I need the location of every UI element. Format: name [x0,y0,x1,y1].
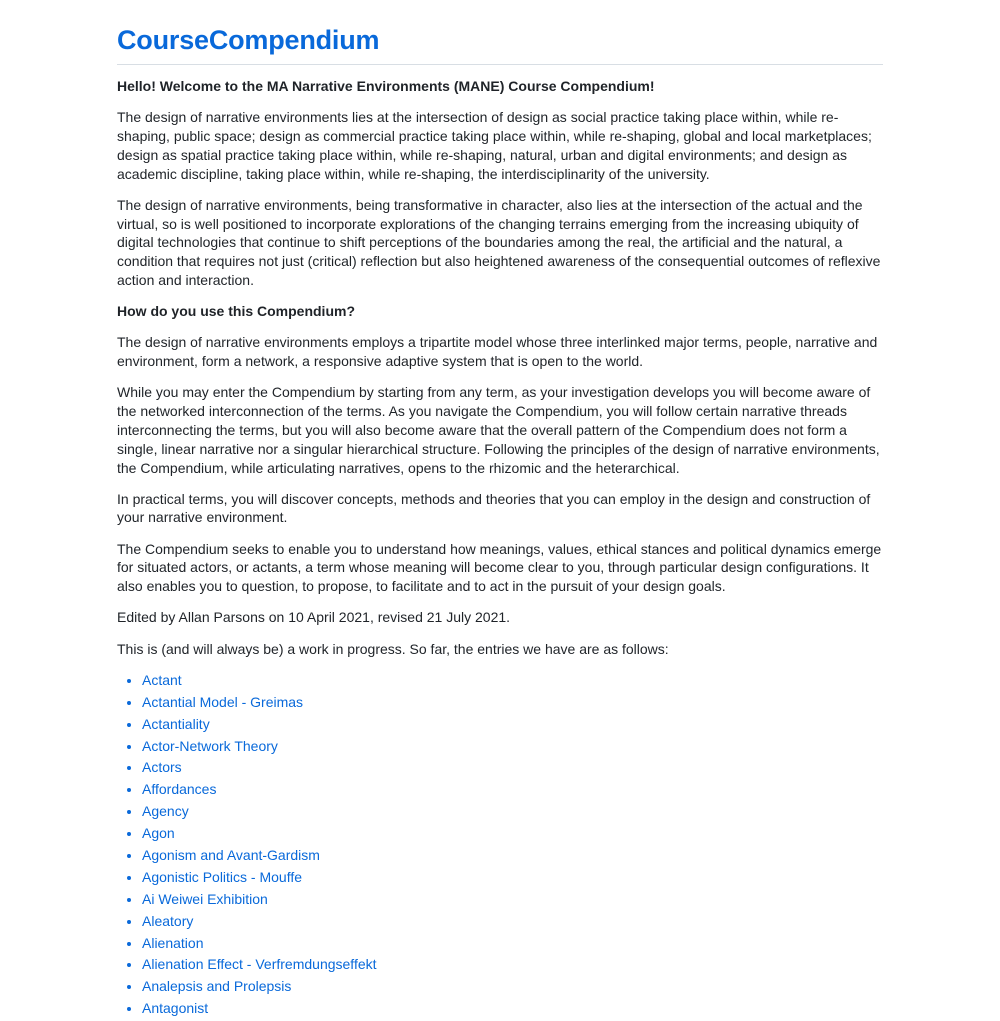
list-item [142,737,883,756]
entry-link[interactable]: Alienation [142,934,204,951]
entry-link[interactable]: Aleatory [142,912,194,929]
list-item [142,890,883,909]
list-item [142,671,883,690]
entry-link[interactable]: Actantial Model - Greimas [142,693,304,710]
usage-paragraph-1: The design of narrative environments employs a tripartite model whose three interlinked major terms, people, narrative and environment, form a network, a responsive adaptive system that is open to the world. [117,334,878,370]
list-item [142,758,883,777]
entry-link[interactable]: Actors [142,759,182,776]
intro-paragraph-1: The design of narrative environments lies at the intersection of design as social practice taking place within, while re-shaping, public space; design as commercial practice taking place within, while re-shaping, global and local marketplaces; design as spatial practice taking place within, while re-shaping, natural, urban and digital environments; and design as academic discipline, taking place within, while re-shaping, the interdisciplinarity of the university. [117,109,872,182]
edited-note: Edited by Allan Parsons on 10 April 2021, revised 21 July 2021. [117,609,511,626]
entry-link[interactable]: Agon [142,825,175,842]
entry-link[interactable]: Agonistic Politics - Mouffe [142,868,303,885]
usage-heading: How do you use this Compendium? [117,303,355,320]
entry-link[interactable]: Analepsis and Prolepsis [142,978,292,995]
list-item [142,912,883,931]
entry-link[interactable]: Alienation Effect - Verfremdungseffekt [142,956,377,973]
list-item [142,934,883,953]
progress-note: This is (and will always be) a work in progress. So far, the entries we have are as follows: [117,640,669,657]
usage-paragraph-2: While you may enter the Compendium by starting from any term, as your investigation develops you will become aware of the networked interconnection of the terms. As you navigate the Compendium, you will follow certain narrative threads interconnecting the terms, but you will also become aware that the overall pattern of the Compendium does not form a single, linear narrative nor a singular hierarchical structure. Following the principles of the design of narrative environments, the Compendium, while articulating narratives, opens to the rhizomic and the heterarchical. [117,384,880,476]
usage-paragraph-3: In practical terms, you will discover concepts, methods and theories that you can employ in the design and construction of your narrative environment. [117,490,871,526]
main-content [117,77,883,1018]
list-item [142,802,883,821]
site-title-link[interactable]: CourseCompendium [117,25,380,55]
entry-link[interactable]: Agonism and Avant-Gardism [142,846,320,863]
entry-link[interactable]: Agency [142,803,189,820]
list-item [142,780,883,799]
intro-paragraph-2: The design of narrative environments, being transformative in character, also lies at the intersection of the actual and the virtual, so is well positioned to incorporate explorations of the changing terrains emerging from the increasing ubiquity of digital technologies that continue to shift perceptions of the boundaries among the real, the artificial and the natural, a condition that requires not just (critical) reflection but also heightened awareness of the consequential outcomes of reflexive action and interaction. [117,196,881,288]
list-item [142,955,883,974]
entry-link[interactable]: Affordances [142,781,217,798]
entry-link[interactable]: Actor-Network Theory [142,737,278,754]
list-item [142,824,883,843]
list-item [142,977,883,996]
entry-link[interactable]: Ai Weiwei Exhibition [142,890,268,907]
entry-link[interactable]: Antagonist [142,1000,209,1017]
entries-list [117,671,883,1018]
title-divider [117,64,883,65]
list-item [142,868,883,887]
list-item [142,846,883,865]
usage-paragraph-4: The Compendium seeks to enable you to understand how meanings, values, ethical stances and political dynamics emerge for situated actors, or actants, a term whose meaning will become clear to you, through particular design configurations. It also enables you to question, to propose, to facilitate and to act in the pursuit of your design goals. [117,540,882,595]
page-wrapper [117,0,883,1021]
list-item [142,999,883,1018]
entry-link[interactable]: Actant [142,671,182,688]
list-item [142,715,883,734]
welcome-heading: Hello! Welcome to the MA Narrative Environments (MANE) Course Compendium! [117,78,655,94]
entry-link[interactable]: Actantiality [142,715,210,732]
list-item [142,693,883,712]
